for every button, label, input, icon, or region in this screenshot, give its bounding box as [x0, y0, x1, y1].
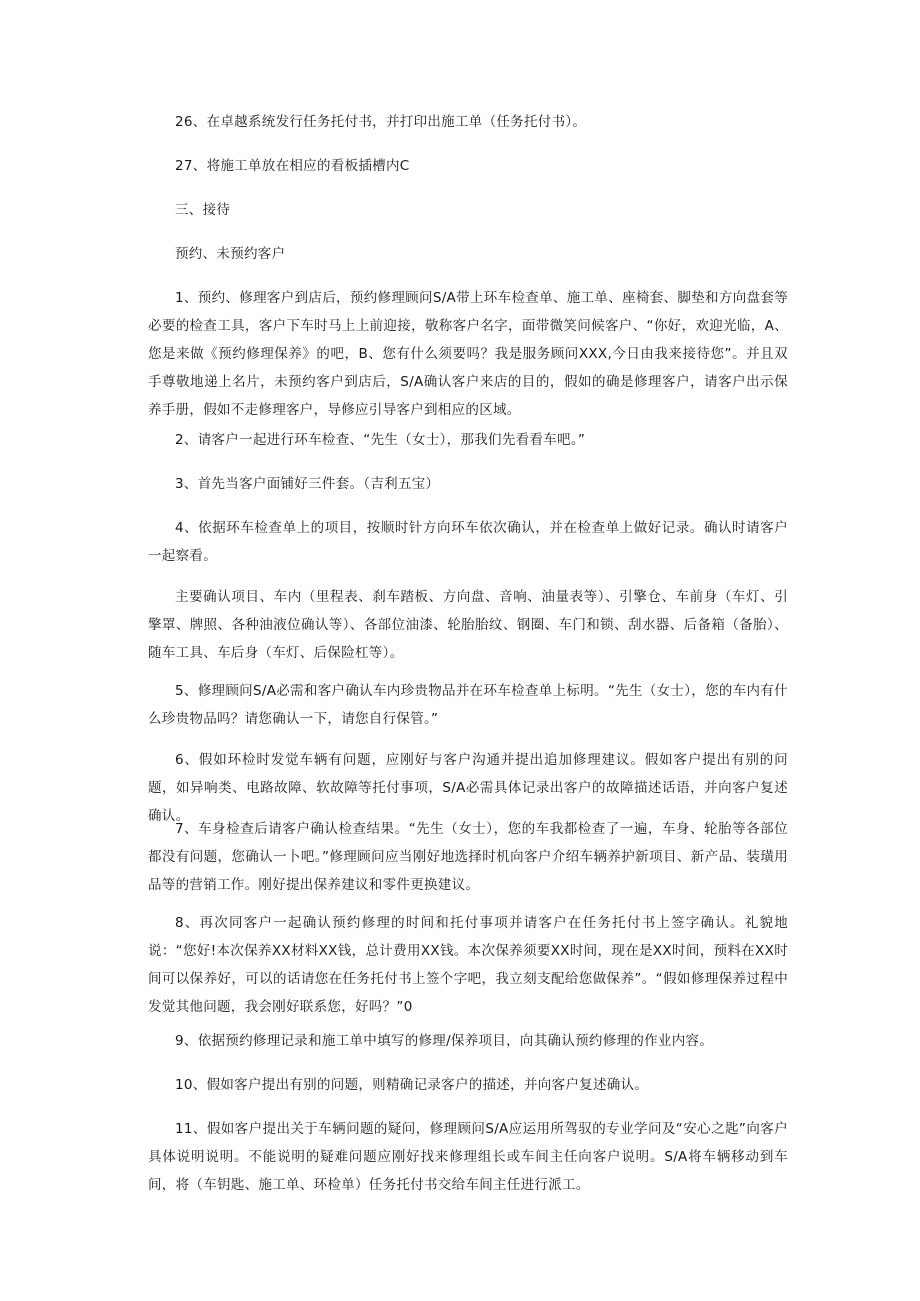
paragraph-item-2: 2、请客户一起进行环车检查、“先生（女士），那我们先看看车吧。”	[175, 432, 586, 448]
paragraph-item-10: 10、假如客户提出有别的问题，则精确记录客户的描述，并向客户复述确认。	[175, 1077, 649, 1093]
paragraph-item-6: 6、假如环检时发觉车辆有问题，应刚好与客户沟通并提出追加修理建议。假如客户提出有别的问题，如异响类、电路故障、软故障等托付事项，S/A必需具体记录出客户的故障描述话语，并向客户复述确认。	[148, 752, 788, 824]
paragraph-item-8: 8、再次同客户一起确认预约修理的时间和托付事项并请客户在任务托付书上签字确认。礼貌地说：“您好!本次保养XX材料XX钱，总计费用XX钱。本次保养须要XX时间，现在是XX时间，预料在XX时间可以保养好，可以的话请您在任务托付书上签个字吧，我立刻支配给您做保养”。“假如修理保养过程中发觉其他问题，我会刚好联系您，好吗？”0	[148, 915, 788, 1015]
paragraph-item-11: 11、假如客户提出关于车辆问题的疑问，修理顾问S/A应运用所驾驭的专业学问及“安心之匙”向客户具体说明说明。不能说明的疑难问题应刚好找来修理组长或车间主任向客户说明。S/A将车辆移动到车间，将（车钥匙、施工单、环检单）任务托付书交给车间主任进行派工。	[148, 1121, 788, 1193]
section-heading-reception: 三、接待	[175, 202, 231, 218]
paragraph-item-9: 9、依据预约修理记录和施工单中填写的修理/保养项目，向其确认预约修理的作业内容。	[175, 1033, 714, 1049]
paragraph-item-7: 7、车身检查后请客户确认检查结果。“先生（女士），您的车我都检查了一遍，车身、轮胎等各部位都没有问题，您确认一卜吧。”修理顾问应当刚好地选择时机向客户介绍车辆养护新项目、新产品、装璜用品等的营销工作。刚好提出保养建议和零件更换建议。	[148, 821, 788, 893]
paragraph-step-26: 26、在卓越系统发行任务托付书，并打印出施工单（任务托付书）。	[175, 114, 587, 130]
paragraph-item-4: 4、依据环车检查单上的项目，按顺时针方向环车依次确认，并在检查单上做好记录。确认时请客户一起察看。	[148, 520, 788, 564]
paragraph-step-27: 27、将施工单放在相应的看板插槽内C	[175, 158, 410, 174]
paragraph-item-1: 1、预约、修理客户到店后，预约修理顾问S/A带上环车检查单、施工单、座椅套、脚垫和方向盘套等必要的检查工具，客户下车时马上上前迎接，敬称客户名字，面带微笑问候客户、“你好，欢迎光临，A、您是来做《预约修理保养》的吧，B、您有什么须要吗？我是服务顾问XXX,今日由我来接待您”。并且双手尊敬地递上名片，未预约客户到店后，S/A确认客户来店的目的，假如的确是修理客户，请客户出示保养手册，假如不走修理客户，导修应引导客户到相应的区域。	[148, 290, 788, 418]
paragraph-item-3: 3、首先当客户面铺好三件套。（吉利五宝）	[175, 476, 440, 492]
paragraph-item-5: 5、修理顾问S/A必需和客户确认车内珍贵物品并在环车检查单上标明。“先生（女士），您的车内有什么珍贵物品吗？请您确认一下，请您自行保管。”	[148, 683, 788, 727]
paragraph-check-items: 主要确认项目、车内（里程表、刹车踏板、方向盘、音响、油量表等）、引擎仓、车前身（车灯、引擎罩、牌照、各种油液位确认等）、各部位油漆、轮胎胎纹、钢圈、车门和锁、刮水器、后备箱（备胎）、随车工具、车后身（车灯、后保险杠等）。	[148, 589, 788, 661]
subheading-appointment-customers: 预约、未预约客户	[175, 246, 286, 262]
